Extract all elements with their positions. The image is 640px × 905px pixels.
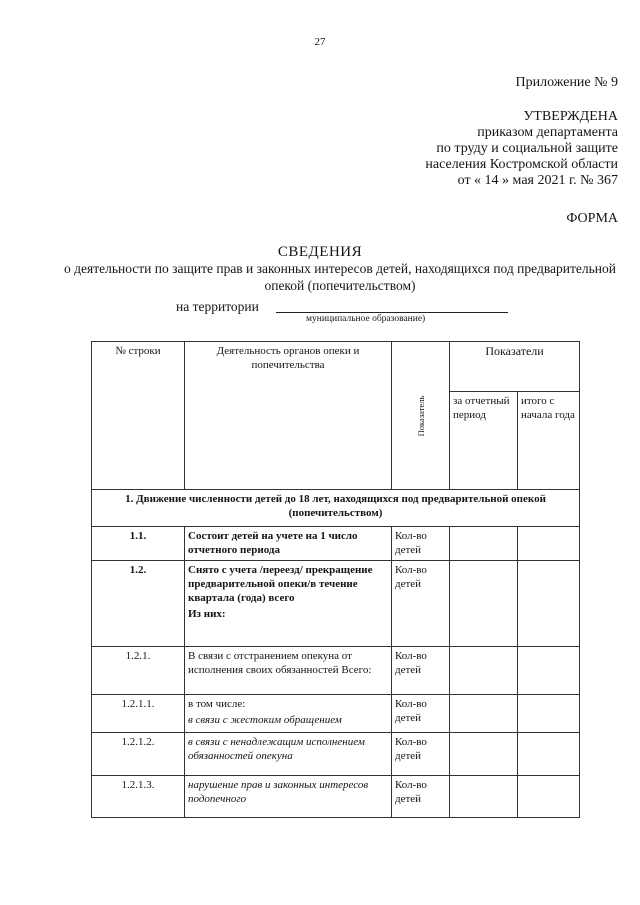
value-year-cell[interactable] — [518, 695, 580, 733]
value-year-cell[interactable] — [518, 647, 580, 695]
header-activity: Деятельность органов опеки и попечительства — [185, 342, 392, 490]
row-text: Состоит детей на учете на 1 число отчетного периода — [185, 527, 392, 561]
row-text — [185, 561, 392, 647]
value-period-cell[interactable] — [450, 776, 518, 818]
value-period-cell[interactable] — [450, 647, 518, 695]
approval-title: УТВЕРЖДЕНА — [523, 109, 618, 124]
annex-label: Приложение № 9 — [515, 75, 618, 90]
header-indicator: Показатель — [392, 342, 450, 490]
row-unit: Кол-во детей — [392, 695, 450, 733]
territory-caption: муниципальное образование) — [306, 314, 426, 324]
row-number: 1.2.1. — [92, 647, 185, 695]
header-row-number: № строки — [92, 342, 185, 490]
approval-line-4: от « 14 » мая 2021 г. № 367 — [457, 173, 618, 188]
value-period-cell[interactable] — [450, 695, 518, 733]
value-period-cell[interactable] — [450, 561, 518, 647]
value-period-cell[interactable] — [450, 733, 518, 776]
value-year-cell[interactable] — [518, 733, 580, 776]
row-main-text: в том числе: — [188, 698, 246, 710]
row-text: В связи с отстранением опекуна от исполнения своих обязанностей Всего: — [185, 647, 392, 695]
document-subtitle: о деятельности по защите прав и законных интересов детей, находящихся под предварительной опекой (попечительством) — [64, 261, 616, 293]
territory-input-line[interactable] — [276, 312, 508, 313]
value-year-cell[interactable] — [518, 776, 580, 818]
form-label: ФОРМА — [566, 211, 618, 226]
document-title: СВЕДЕНИЯ — [277, 244, 363, 260]
row-text: нарушение прав и законных интересов подопечного — [185, 776, 392, 818]
row-number: 1.1. — [92, 527, 185, 561]
report-table — [91, 341, 580, 818]
page-number: 27 — [314, 36, 326, 48]
section-heading: 1. Движение численности детей до 18 лет, находящихся под предварительной опекой (попечительством) — [92, 490, 580, 527]
approval-block — [425, 109, 618, 189]
row-unit: Кол-во детей — [392, 527, 450, 561]
value-period-cell[interactable] — [450, 527, 518, 561]
row-unit: Кол-во детей — [392, 733, 450, 776]
row-number: 1.2.1.3. — [92, 776, 185, 818]
row-main-text: Снято с учета /переезд/ прекращение предварительной опеки/в течение квартала (года) всего — [188, 564, 373, 604]
row-sub-text: в связи с жестоким обращением — [188, 714, 342, 726]
header-indicators: Показатели — [450, 342, 580, 392]
row-number: 1.2.1.1. — [92, 695, 185, 733]
approval-line-1: приказом департамента — [477, 125, 618, 140]
row-text: в связи с ненадлежащим исполнением обязанностей опекуна — [185, 733, 392, 776]
value-year-cell[interactable] — [518, 527, 580, 561]
territory-label: на территории — [176, 299, 259, 314]
row-unit: Кол-во детей — [392, 647, 450, 695]
row-unit: Кол-во детей — [392, 561, 450, 647]
approval-line-3: населения Костромской области — [425, 157, 618, 172]
value-year-cell[interactable] — [518, 561, 580, 647]
row-number: 1.2.1.2. — [92, 733, 185, 776]
row-sub-text: Из них: — [188, 608, 226, 620]
row-unit: Кол-во детей — [392, 776, 450, 818]
approval-line-2: по труду и социальной защите — [436, 141, 618, 156]
row-number: 1.2. — [92, 561, 185, 647]
row-text — [185, 695, 392, 733]
header-since-start: итого с начала года — [518, 392, 580, 490]
header-period: за отчетный период — [450, 392, 518, 490]
